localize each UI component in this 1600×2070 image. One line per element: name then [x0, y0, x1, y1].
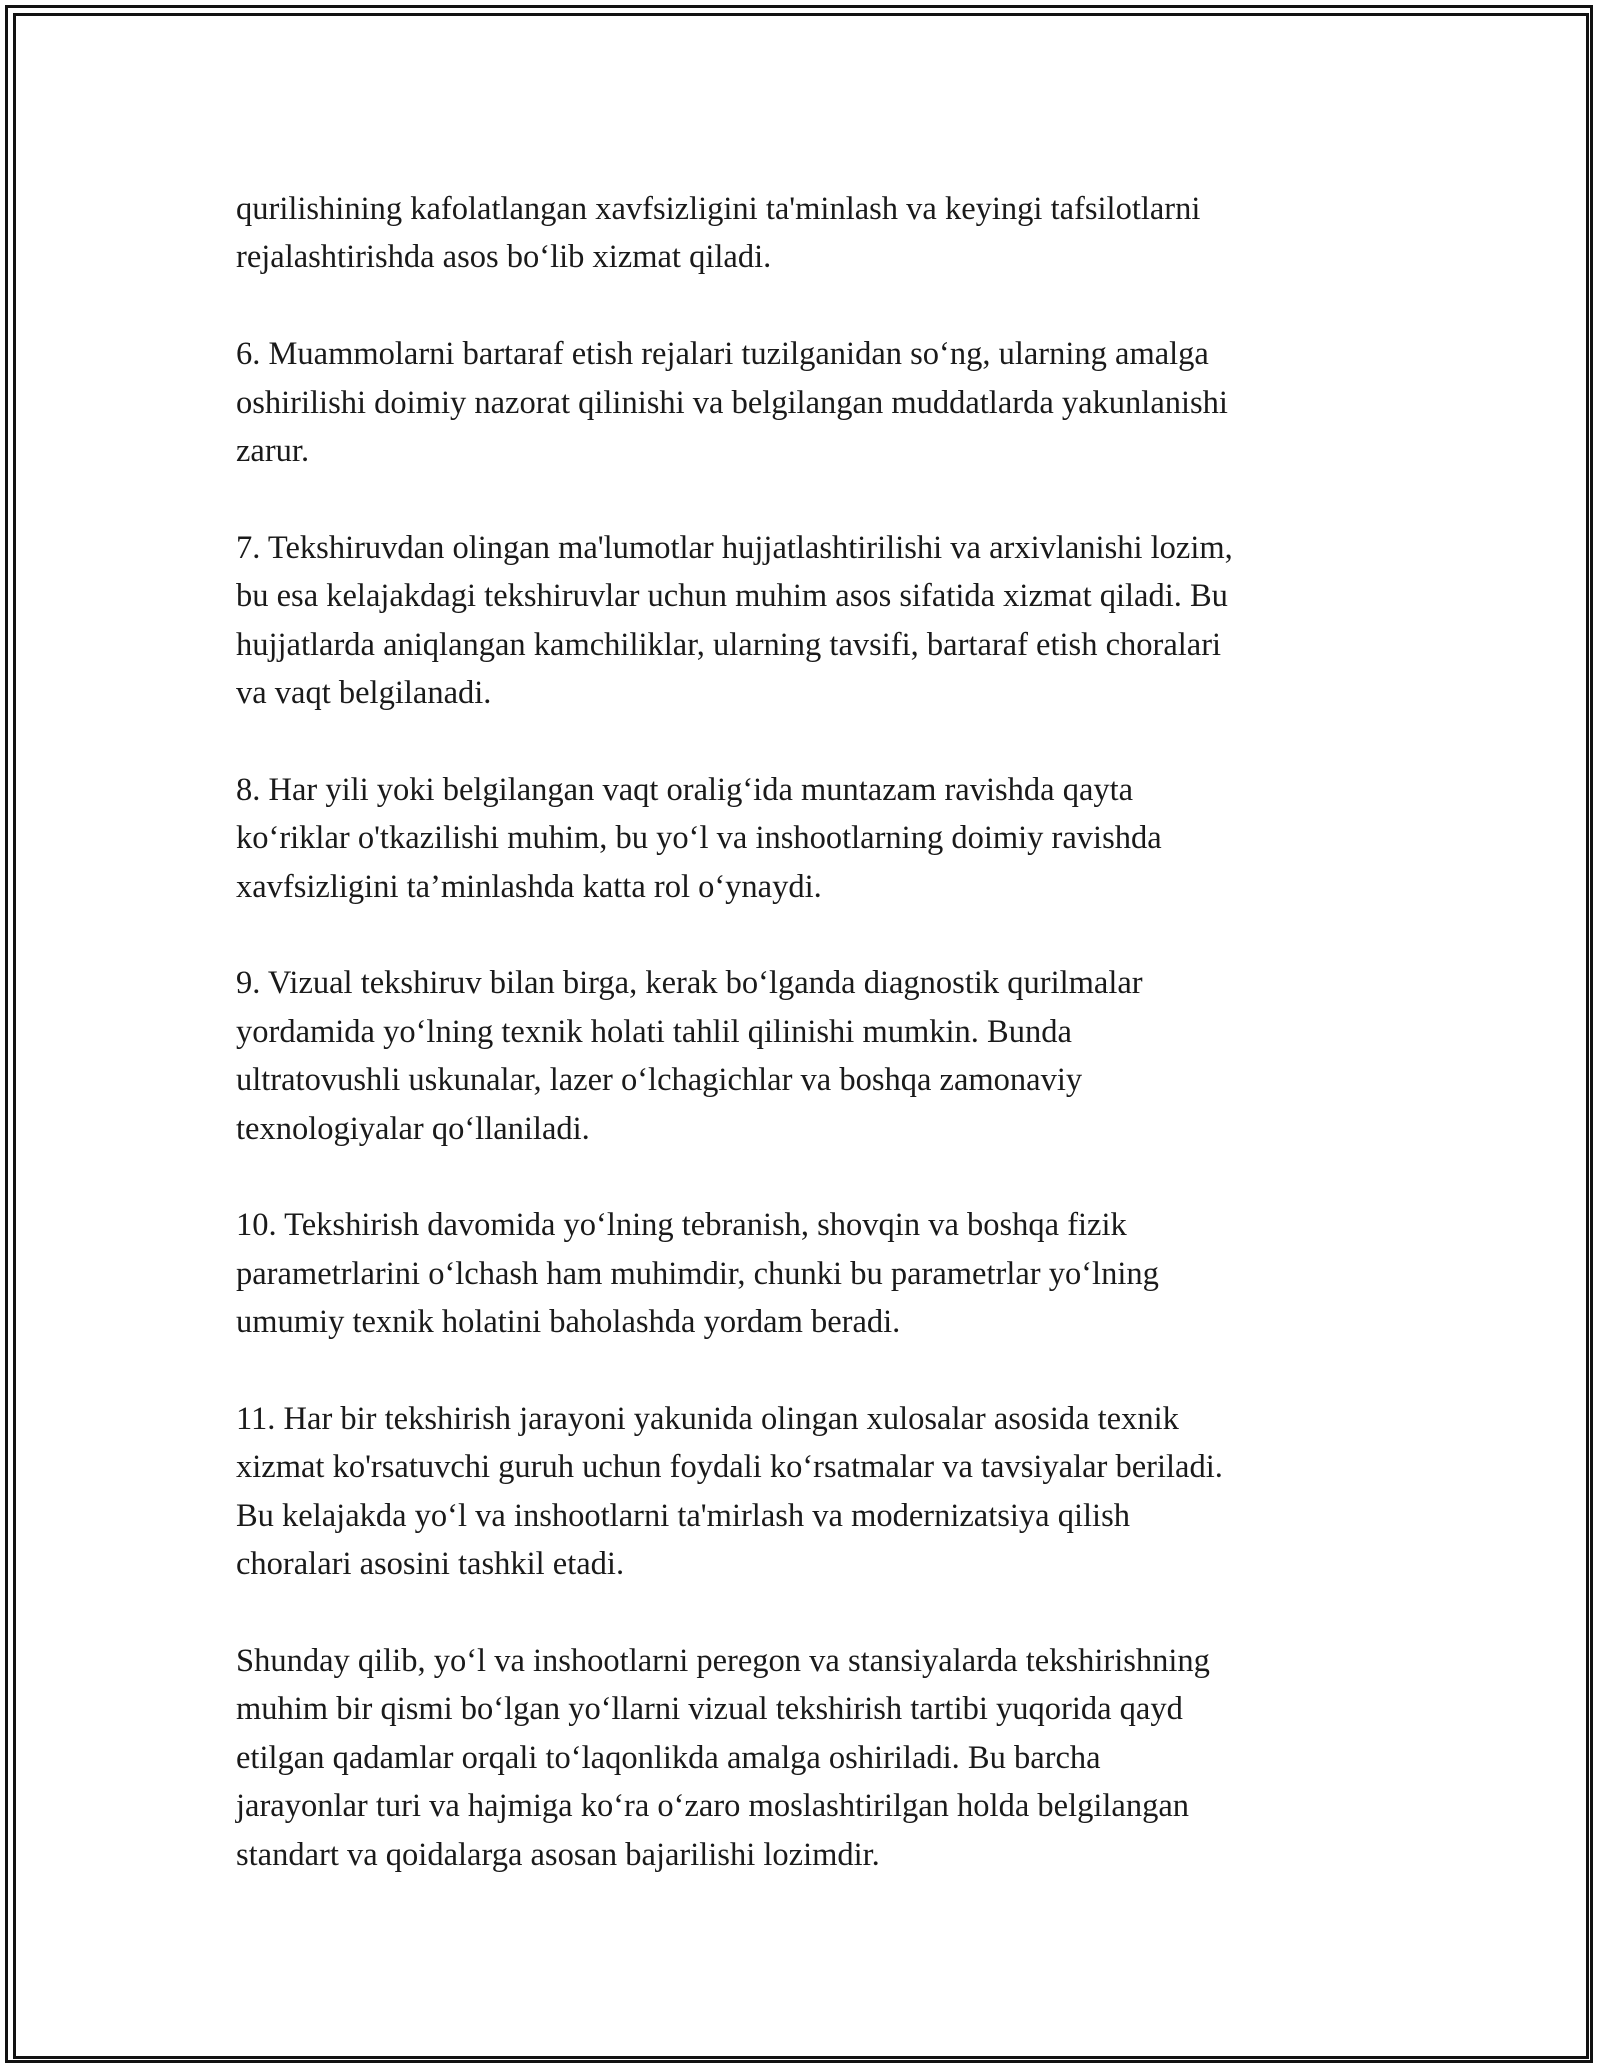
- paragraph: [236, 185, 1386, 282]
- paragraph-line: 6. Muammolarni bartaraf etish rejalari tuzilganidan so‘ng, ularning amalga: [236, 336, 1209, 373]
- paragraph-line: oshirilishi doimiy nazorat qilinishi va belgilangan muddatlarda yakunlanishi: [236, 384, 1228, 421]
- paragraph-line: hujjatlarda aniqlangan kamchiliklar, ularning tavsifi, bartaraf etish choralari: [236, 626, 1222, 663]
- paragraph-line: Shunday qilib, yo‘l va inshootlarni peregon va stansiyalarda tekshirishning: [236, 1643, 1210, 1680]
- paragraph: [236, 959, 1386, 1153]
- paragraph-line: 11. Har bir tekshirish jarayoni yakunida olingan xulosalar asosida texnik: [236, 1401, 1179, 1438]
- paragraph-line: rejalashtirishda asos bo‘lib xizmat qiladi.: [236, 239, 772, 276]
- paragraph: [236, 1637, 1386, 1879]
- paragraph-line: texnologiyalar qo‘llaniladi.: [236, 1110, 590, 1147]
- paragraph-line: parametrlarini o‘lchash ham muhimdir, chunki bu parametrlar yo‘lning: [236, 1255, 1159, 1292]
- paragraph-line: umumiy texnik holatini baholashda yordam beradi.: [236, 1304, 901, 1341]
- paragraph-line: 9. Vizual tekshiruv bilan birga, kerak bo‘lganda diagnostik qurilmalar: [236, 965, 1143, 1002]
- paragraph-line: muhim bir qismi bo‘lgan yo‘llarni vizual tekshirish tartibi yuqorida qayd: [236, 1691, 1183, 1728]
- paragraph: [236, 1395, 1386, 1589]
- paragraph-line: jarayonlar turi va hajmiga ko‘ra o‘zaro moslashtirilgan holda belgilangan: [236, 1788, 1190, 1825]
- paragraph-line: Bu kelajakda yo‘l va inshootlarni ta'mirlash va modernizatsiya qilish: [236, 1497, 1130, 1534]
- paragraph-line: xavfsizligini ta’minlashda katta rol o‘ynaydi.: [236, 868, 822, 905]
- paragraph-line: 10. Tekshirish davomida yo‘lning tebranish, shovqin va boshqa fizik: [236, 1207, 1127, 1244]
- paragraph-line: ko‘riklar o'tkazilishi muhim, bu yo‘l va inshootlarning doimiy ravishda: [236, 820, 1162, 857]
- paragraph-line: qurilishining kafolatlangan xavfsizligini ta'minlash va keyingi tafsilotlarni: [236, 191, 1201, 227]
- paragraph: [236, 524, 1386, 718]
- paragraph-line: bu esa kelajakdagi tekshiruvlar uchun muhim asos sifatida xizmat qiladi. Bu: [236, 578, 1228, 615]
- paragraph-line: zarur.: [236, 433, 310, 470]
- document-body: [236, 185, 1386, 1928]
- paragraph-line: choralari asosini tashkil etadi.: [236, 1546, 625, 1583]
- paragraph-line: yordamida yo‘lning texnik holati tahlil qilinishi mumkin. Bunda: [236, 1013, 1072, 1050]
- paragraph: [236, 1201, 1386, 1346]
- paragraph-line: 8. Har yili yoki belgilangan vaqt oralig‘ida muntazam ravishda qayta: [236, 771, 1134, 808]
- paragraph: [236, 330, 1386, 475]
- paragraph-line: xizmat ko'rsatuvchi guruh uchun foydali ko‘rsatmalar va tavsiyalar beriladi.: [236, 1449, 1223, 1486]
- paragraph-line: etilgan qadamlar orqali to‘laqonlikda amalga oshiriladi. Bu barcha: [236, 1739, 1101, 1776]
- paragraph-line: standart va qoidalarga asosan bajarilishi lozimdir.: [236, 1836, 880, 1873]
- paragraph-line: 7. Tekshiruvdan olingan ma'lumotlar hujjatlashtirilishi va arxivlanishi lozim,: [236, 529, 1233, 566]
- paragraph-line: ultratovushli uskunalar, lazer o‘lchagichlar va boshqa zamonaviy: [236, 1062, 1083, 1099]
- paragraph-line: va vaqt belgilanadi.: [236, 675, 492, 712]
- paragraph: [236, 766, 1386, 911]
